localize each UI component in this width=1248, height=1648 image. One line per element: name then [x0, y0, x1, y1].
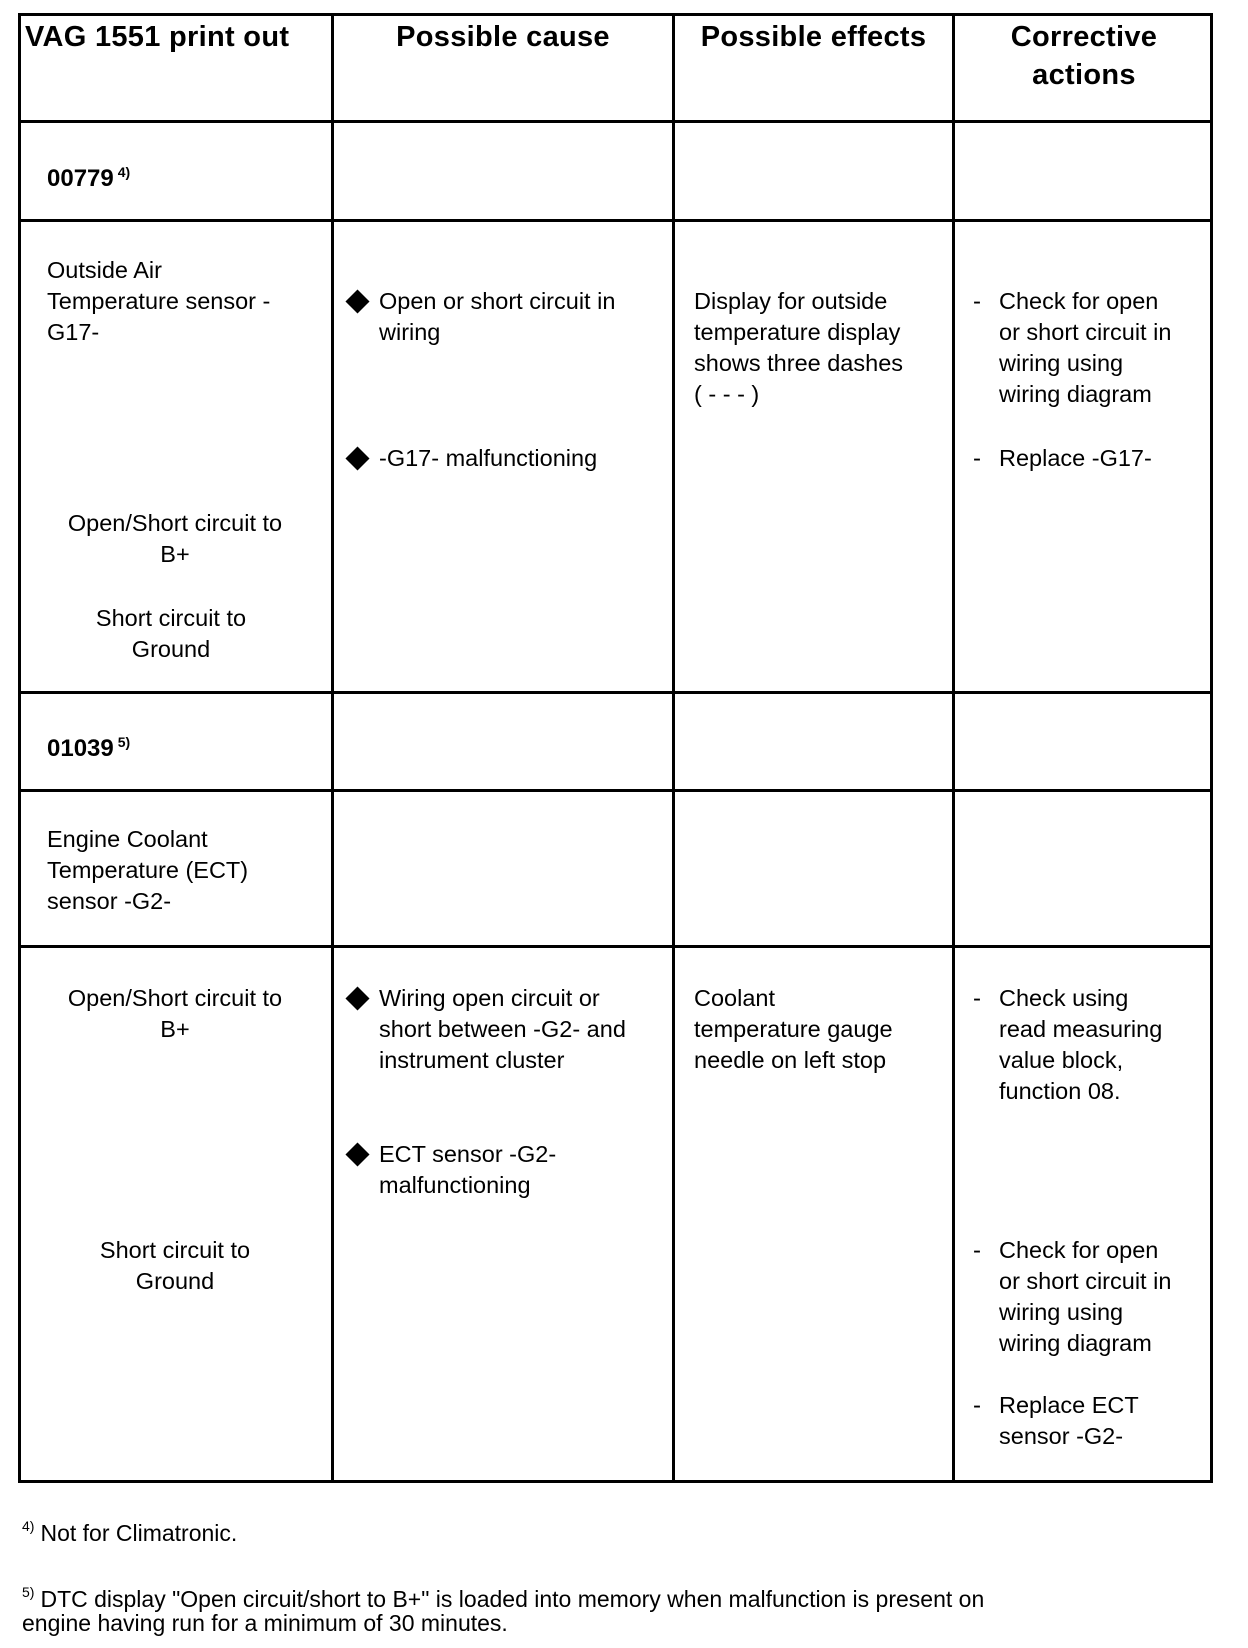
- dash-bullet: -: [973, 1237, 981, 1264]
- component-name: G17-: [47, 319, 100, 345]
- cause-text: -G17- malfunctioning: [379, 445, 598, 471]
- column-divider: [672, 16, 675, 1480]
- fault-mode: Short circuit to: [99, 1237, 251, 1263]
- column-divider: [331, 16, 334, 1480]
- fault-mode: Open/Short circuit to: [67, 985, 283, 1011]
- row-divider: [21, 691, 1210, 694]
- fault-code-01039: [47, 727, 130, 765]
- effect-text: ( - - - ): [694, 381, 760, 407]
- diagnostic-table: [18, 13, 1213, 1483]
- cause-text: Open or short circuit in: [379, 288, 616, 314]
- action-text: read measuring: [999, 1016, 1163, 1042]
- row-divider: [21, 789, 1210, 792]
- fault-code: 00779: [47, 165, 114, 192]
- header-cause: Possible cause: [396, 21, 610, 53]
- row-divider: [21, 945, 1210, 948]
- footnote-5-continued: engine having run for a minimum of 30 minutes.: [22, 1610, 508, 1636]
- fault-mode: Ground: [131, 636, 211, 662]
- component-name: sensor -G2-: [47, 888, 172, 914]
- cause-text: ECT sensor -G2-: [379, 1141, 557, 1167]
- fault-mode: Open/Short circuit to: [67, 510, 283, 536]
- dash-bullet: -: [973, 985, 981, 1012]
- cause-text: short between -G2- and: [379, 1016, 626, 1042]
- footnote-mark: 5): [22, 1584, 35, 1600]
- fault-mode: Ground: [135, 1268, 215, 1294]
- action-text: value block,: [999, 1047, 1124, 1073]
- action-text: Replace ECT: [999, 1392, 1139, 1418]
- action-text: wiring using: [999, 350, 1124, 376]
- cause-text: Wiring open circuit or: [379, 985, 600, 1011]
- diamond-bullet-icon: [345, 289, 369, 313]
- dash-bullet: -: [973, 1392, 981, 1419]
- cause-text: malfunctioning: [379, 1172, 531, 1198]
- effect-text: temperature display: [694, 319, 901, 345]
- component-name: Temperature sensor -: [47, 288, 271, 314]
- fault-mode: B+: [160, 1016, 190, 1042]
- row-divider: [21, 219, 1210, 222]
- effect-text: shows three dashes: [694, 350, 904, 376]
- diamond-bullet-icon: [345, 446, 369, 470]
- dash-bullet: -: [973, 288, 981, 315]
- cause-text: wiring: [379, 319, 441, 345]
- effect-text: temperature gauge: [694, 1016, 893, 1042]
- header-printout: VAG 1551 print out: [25, 21, 290, 53]
- action-text: or short circuit in: [999, 319, 1172, 345]
- cause-text: instrument cluster: [379, 1047, 565, 1073]
- row-divider: [21, 120, 1210, 123]
- action-text: Check using: [999, 985, 1129, 1011]
- footnote-ref: 5): [117, 734, 131, 750]
- action-text: Check for open: [999, 288, 1159, 314]
- footnote-mark: 4): [22, 1518, 35, 1534]
- dash-bullet: -: [973, 445, 981, 472]
- fault-mode: B+: [160, 541, 190, 567]
- footnote-text: DTC display "Open circuit/short to B+" is loaded into memory when malfunction is present on: [40, 1586, 985, 1612]
- fault-code-00779: [47, 157, 130, 195]
- action-text: wiring diagram: [999, 1330, 1152, 1356]
- action-text: Check for open: [999, 1237, 1159, 1263]
- action-text: sensor -G2-: [999, 1423, 1124, 1449]
- header-effects: Possible effects: [700, 21, 927, 53]
- header-actions: Corrective: [1010, 21, 1158, 53]
- footnote-4: [22, 1511, 237, 1549]
- component-name: Temperature (ECT): [47, 857, 249, 883]
- diamond-bullet-icon: [345, 986, 369, 1010]
- effect-text: Coolant: [694, 985, 775, 1011]
- fault-code: 01039: [47, 735, 114, 762]
- effect-text: needle on left stop: [694, 1047, 887, 1073]
- diamond-bullet-icon: [345, 1142, 369, 1166]
- component-name: Engine Coolant: [47, 826, 208, 852]
- component-name: Outside Air: [47, 257, 162, 283]
- footnote-ref: 4): [117, 164, 131, 180]
- action-text: or short circuit in: [999, 1268, 1172, 1294]
- fault-mode: Short circuit to: [95, 605, 247, 631]
- footnote-text: Not for Climatronic.: [40, 1520, 238, 1546]
- action-text: wiring diagram: [999, 381, 1152, 407]
- header-actions: actions: [1032, 59, 1136, 91]
- action-text: wiring using: [999, 1299, 1124, 1325]
- column-divider: [952, 16, 955, 1480]
- action-text: Replace -G17-: [999, 445, 1152, 471]
- effect-text: Display for outside: [694, 288, 888, 314]
- action-text: function 08.: [999, 1078, 1121, 1104]
